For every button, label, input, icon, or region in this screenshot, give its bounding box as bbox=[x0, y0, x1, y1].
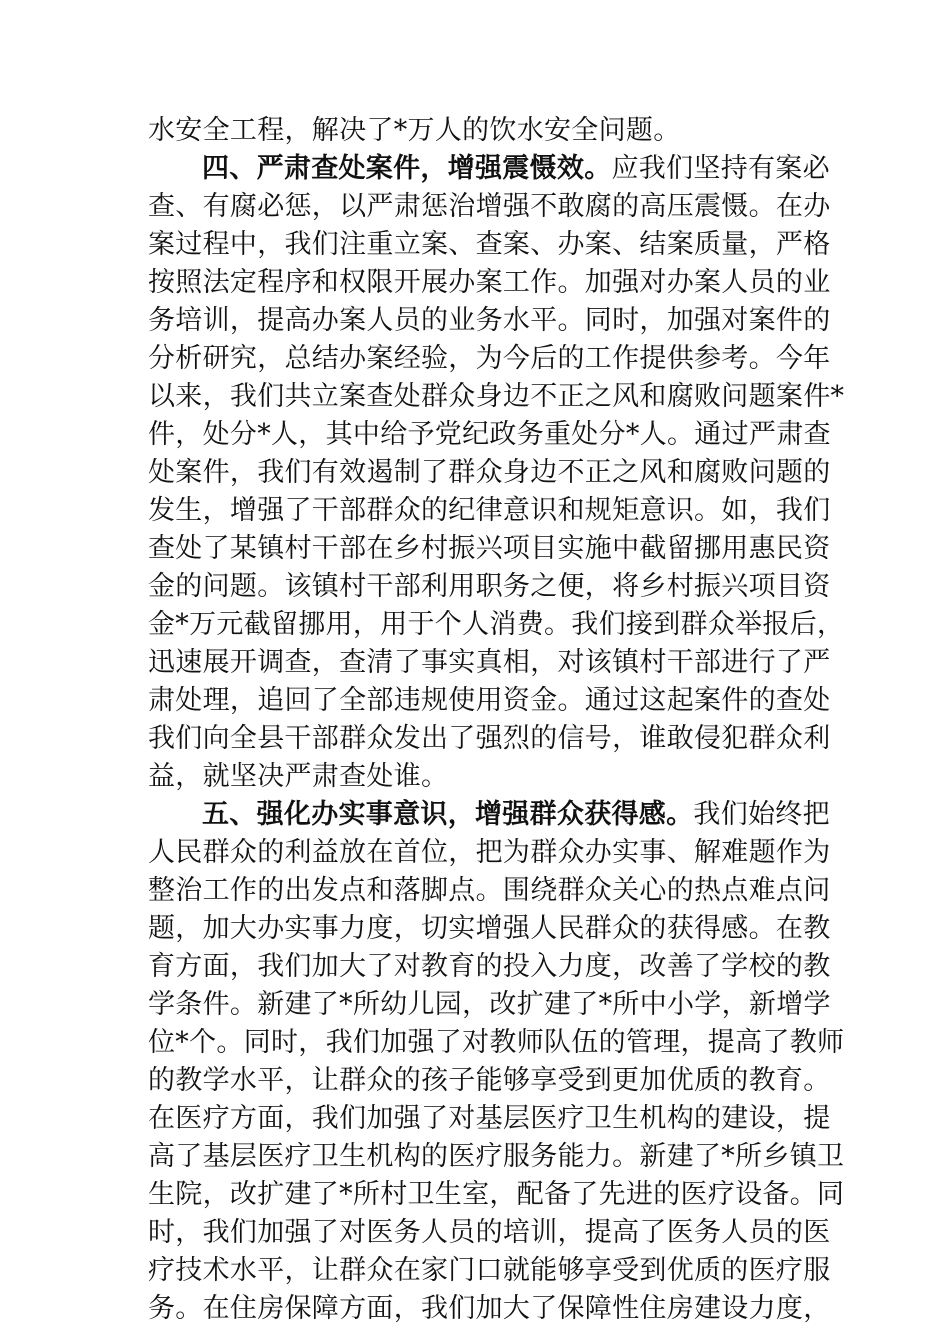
text-line: 学条件。新建了*所幼儿园，改扩建了*所中小学，新增学 bbox=[148, 989, 831, 1020]
text-line: 疗技术水平，让群众在家门口就能够享受到优质的医疗服 bbox=[148, 1255, 831, 1286]
text-line: 整治工作的出发点和落脚点。围绕群众关心的热点难点问 bbox=[148, 875, 831, 906]
text-line: 务。在住房保障方面，我们加大了保障性住房建设力度， bbox=[148, 1293, 831, 1324]
text-line: 以来，我们共立案查处群众身边不正之风和腐败问题案件* bbox=[148, 381, 845, 412]
text-line: 务培训，提高办案人员的业务水平。同时，加强对案件的 bbox=[148, 305, 831, 336]
text-line: 位*个。同时，我们加强了对教师队伍的管理，提高了教师 bbox=[148, 1027, 845, 1058]
text-line: 迅速展开调查，查清了事实真相，对该镇村干部进行了严 bbox=[148, 647, 831, 678]
text-line: 查、有腐必惩，以严肃惩治增强不敢腐的高压震慑。在办 bbox=[148, 191, 831, 222]
section-4-first-line-text: 应我们坚持有案必 bbox=[611, 153, 830, 184]
text-line: 育方面，我们加大了对教育的投入力度，改善了学校的教 bbox=[148, 951, 831, 982]
section-4-heading: 四、严肃查处案件，增强震慑效。 bbox=[202, 153, 612, 184]
text-line: 件，处分*人，其中给予党纪政务重处分*人。通过严肃查 bbox=[148, 419, 831, 450]
text-line: 肃处理，追回了全部违规使用资金。通过这起案件的查处 bbox=[148, 685, 831, 716]
text-line: 的教学水平，让群众的孩子能够享受到更加优质的教育。 bbox=[148, 1065, 831, 1096]
text-line: 高了基层医疗卫生机构的医疗服务能力。新建了*所乡镇卫 bbox=[148, 1141, 845, 1172]
text-line: 我们向全县干部群众发出了强烈的信号，谁敢侵犯群众利 bbox=[148, 723, 831, 754]
text-line: 时，我们加强了对医务人员的培训，提高了医务人员的医 bbox=[148, 1217, 831, 1248]
text-line: 金*万元截留挪用，用于个人消费。我们接到群众举报后， bbox=[148, 609, 845, 640]
section-5-first-line bbox=[202, 796, 830, 834]
text-line: 查处了某镇村干部在乡村振兴项目实施中截留挪用惠民资 bbox=[148, 533, 831, 564]
text-line: 发生，增强了干部群众的纪律意识和规矩意识。如，我们 bbox=[148, 495, 831, 526]
text-line: 人民群众的利益放在首位，把为群众办实事、解难题作为 bbox=[148, 837, 831, 868]
section-5-heading: 五、强化办实事意识，增强群众获得感。 bbox=[202, 799, 694, 830]
section-4-first-line bbox=[202, 150, 830, 188]
text-line: 题，加大办实事力度，切实增强人民群众的获得感。在教 bbox=[148, 913, 831, 944]
section-5-first-line-text: 我们始终把 bbox=[693, 799, 830, 830]
text-line: 金的问题。该镇村干部利用职务之便，将乡村振兴项目资 bbox=[148, 571, 831, 602]
text-line: 处案件，我们有效遏制了群众身边不正之风和腐败问题的 bbox=[148, 457, 831, 488]
text-line: 案过程中，我们注重立案、查案、办案、结案质量，严格 bbox=[148, 229, 831, 260]
text-line: 益，就坚决严肃查处谁。 bbox=[148, 761, 449, 792]
text-line: 按照法定程序和权限开展办案工作。加强对办案人员的业 bbox=[148, 267, 831, 298]
text-line: 分析研究，总结办案经验，为今后的工作提供参考。今年 bbox=[148, 343, 831, 374]
text-line: 生院，改扩建了*所村卫生室，配备了先进的医疗设备。同 bbox=[148, 1179, 845, 1210]
text-line: 在医疗方面，我们加强了对基层医疗卫生机构的建设，提 bbox=[148, 1103, 831, 1134]
text-line: 水安全工程，解决了*万人的饮水安全问题。 bbox=[148, 115, 681, 146]
